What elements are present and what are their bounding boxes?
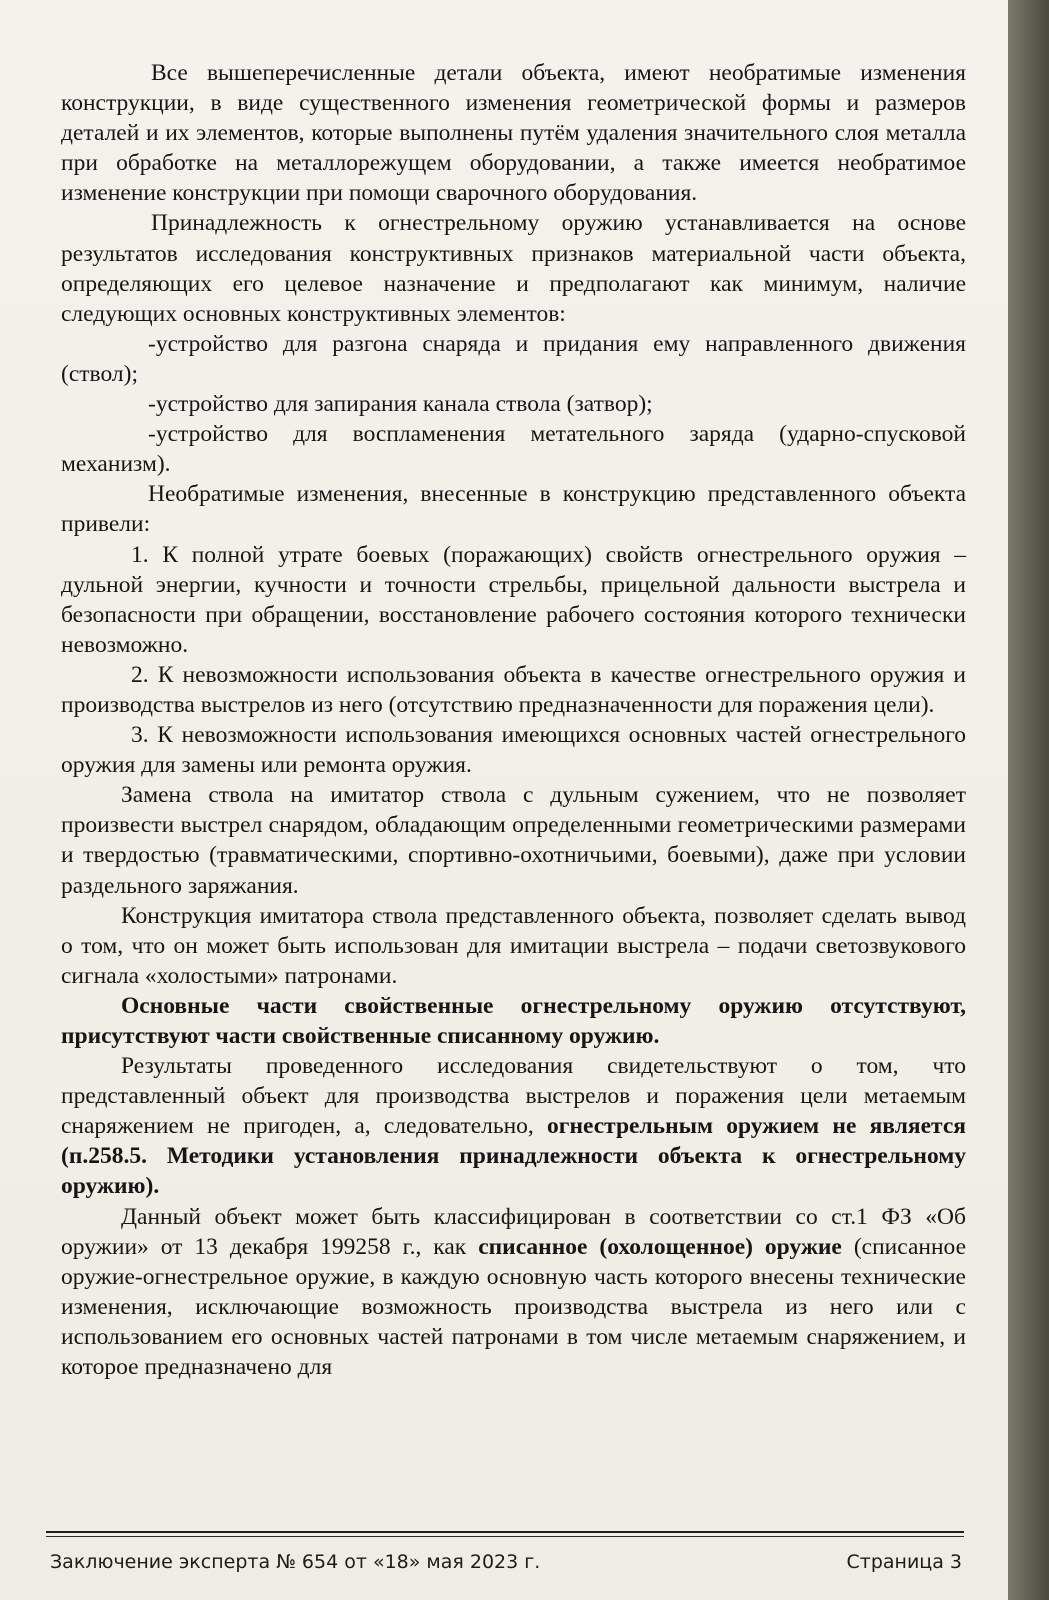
list-item-barrel: -устройство для разгона снаряда и придания ему направленного движения (ствол); bbox=[61, 330, 966, 387]
classification-text: Данный объект может быть классифицирован в соответствии со ст.1 ФЗ «Об оружии» от 13 декабря 199258 г., как bbox=[61, 1203, 966, 1260]
paragraph-1: Все вышеперечисленные детали объекта, имеют необратимые изменения конструкции, в виде существенного изменения геометрической формы и размеров деталей и их элементов, которые выполнены путём удаления значительного слоя металла при обработке на металлорежущем оборудовании, а также имеется необратимое изменение конструкции при помощи сварочного оборудования. bbox=[61, 60, 966, 207]
list-item-trigger: -устройство для воспламенения метательного заряда (ударно-спусковой механизм). bbox=[61, 421, 966, 478]
numbered-item-2: 2. К невозможности использования объекта в качестве огнестрельного оружия и производства выстрелов из него (отсутствию предназначенности для поражения цели). bbox=[61, 661, 966, 718]
paragraph-classification bbox=[61, 1202, 966, 1383]
paragraph-bold-conclusion: Основные части свойственные огнестрельному оружию отсутствуют, присутствуют части свойственные списанному оружию. bbox=[61, 992, 966, 1049]
paragraph-2: Принадлежность к огнестрельному оружию устанавливается на основе результатов исследования конструктивных признаков материальной части объекта, определяющих его целевое назначение и предполагают как минимум, наличие следующих основных конструктивных элементов: bbox=[61, 210, 966, 327]
footer-page-number: Страница 3 bbox=[846, 1551, 962, 1573]
list-item-bolt: -устройство для запирания канала ствола (затвор); bbox=[148, 391, 653, 418]
results-bold-text: огнестрельным оружием не является (п.258.5. Методики установления принадлежности объекта к огнестрельному оружию). bbox=[61, 1113, 966, 1200]
paragraph-barrel-replacement: Замена ствола на имитатор ствола с дульным сужением, что не позволяет произвести выстрел снарядом, обладающим определенными геометрическими размерами и твердостью (травматическими, спортивно-охотничьими, боевыми), даже при условии раздельного заряжания. bbox=[61, 782, 966, 899]
footer-divider-thin bbox=[46, 1536, 964, 1537]
footer-document-reference: Заключение эксперта № 654 от «18» мая 2023 г. bbox=[50, 1551, 541, 1573]
paragraph-imitator: Конструкция имитатора ствола представленного объекта, позволяет сделать вывод о том, что он может быть использован для имитации выстрела – подачи светозвукового сигнала «холостыми» патронами. bbox=[61, 902, 966, 989]
page-edge-shadow bbox=[1008, 0, 1049, 1600]
paragraph-results bbox=[61, 1051, 966, 1201]
numbered-item-3: 3. К невозможности использования имеющихся основных частей огнестрельного оружия для замены или ремонта оружия. bbox=[61, 722, 966, 779]
numbered-item-1: 1. К полной утрате боевых (поражающих) свойств огнестрельного оружия – дульной энергии, кучности и точности стрельбы, прицельной дальности выстрела и безопасности при обращении, восстановление рабочего состояния которого технически невозможно. bbox=[61, 541, 966, 658]
document-body bbox=[61, 58, 966, 1382]
classification-bold-text: списанное (охолощенное) оружие bbox=[478, 1233, 842, 1260]
paragraph-changes: Необратимые изменения, внесенные в конструкцию представленного объекта привели: bbox=[61, 481, 966, 538]
classification-tail-text: (списанное оружие-огнестрельное оружие, в каждую основную часть которого внесены технические изменения, исключающие возможность производства выстрела из него или с использованием его основных частей патронами в том числе метаемым снаряжением, и которое предназначено для bbox=[61, 1233, 967, 1381]
footer-divider bbox=[46, 1531, 964, 1533]
results-text: Результаты проведенного исследования свидетельствуют о том, что представленный объект для производства выстрелов и поражения цели метаемым снаряжением не пригоден, а, следовательно, bbox=[61, 1053, 966, 1140]
